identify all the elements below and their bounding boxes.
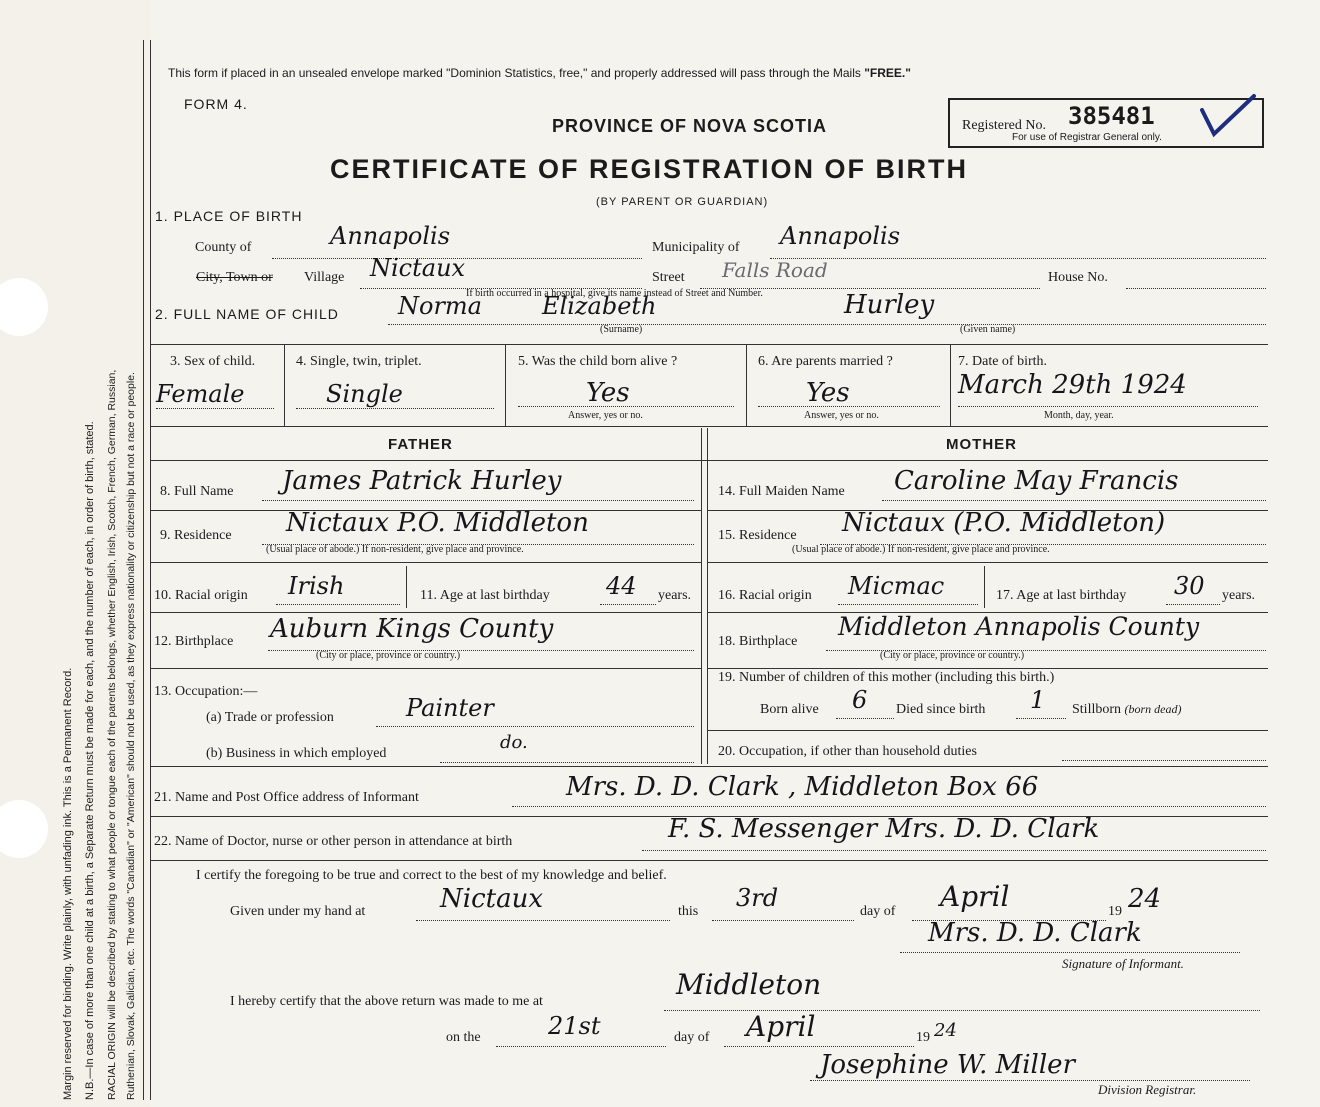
given-place-line: [416, 920, 670, 921]
mother-age-label: 17. Age at last birthday: [996, 588, 1127, 603]
multiplicity-value: Single: [326, 380, 403, 408]
on-the-label: on the: [446, 1030, 481, 1045]
page-title: CERTIFICATE OF REGISTRATION OF BIRTH: [330, 154, 968, 184]
registered-label: Registered No.: [962, 118, 1046, 133]
father-residence-value: Nictaux P.O. Middleton: [286, 508, 589, 538]
informant-label: 21. Name and Post Office address of Informant: [154, 790, 419, 805]
informant-signature-line: [900, 952, 1240, 953]
mother-residence-label: 15. Residence: [718, 528, 797, 543]
check-mark-icon: [1198, 92, 1258, 142]
informant-value: Mrs. D. D. Clark , Middleton Box 66: [566, 772, 1039, 802]
house-no-line: [1126, 288, 1266, 289]
child-first-name: Norma: [398, 292, 482, 320]
informant-signature: Mrs. D. D. Clark: [928, 918, 1142, 948]
dob-label: 7. Date of birth.: [958, 354, 1048, 369]
village-label: Village: [304, 270, 345, 285]
father-race-label: 10. Racial origin: [154, 588, 248, 603]
dob-value: March 29th 1924: [958, 370, 1187, 400]
born-alive-line: [518, 406, 734, 407]
form-left-border-inner: [150, 40, 151, 1100]
mother-occupation-line: [1062, 760, 1266, 761]
year-printed: 19: [1108, 904, 1122, 919]
sex-value: Female: [156, 380, 245, 408]
registrar-year-printed: 19: [916, 1030, 930, 1045]
parents-bottom-border: [150, 766, 1268, 767]
died-count-line: [1016, 718, 1066, 719]
margin-text-4: Ruthenian, Slovak, Galician, etc. The words "Canadian" or "American" should not be used, as they express nationality or citizenship but not a race or people.: [125, 372, 137, 1100]
dob-note: Month, day, year.: [1044, 410, 1114, 421]
county-value: Annapolis: [330, 222, 451, 250]
parents-divider: [701, 428, 702, 764]
child-name-line: [388, 324, 1266, 325]
child-surname: Hurley: [844, 290, 935, 320]
father-race-line: [276, 604, 400, 605]
father-residence-label: 9. Residence: [160, 528, 232, 543]
row-divider: [150, 562, 701, 563]
page-subtitle: (BY PARENT OR GUARDIAN): [596, 196, 769, 208]
business-value: do.: [500, 732, 528, 753]
born-alive-label: 5. Was the child born alive ?: [518, 354, 678, 369]
village-value: Nictaux: [370, 254, 466, 282]
row-divider: [150, 668, 701, 669]
registrar-year-value: 24: [934, 1020, 957, 1041]
mother-residence-note: (Usual place of abode.) If non-resident, give place and province.: [792, 544, 1050, 555]
municipality-value: Annapolis: [780, 222, 901, 250]
mother-age-years: years.: [1222, 588, 1256, 603]
father-birthplace-note: (City or place, province or country.): [316, 650, 461, 661]
father-residence-note: (Usual place of abode.) If non-resident, give place and province.: [266, 544, 524, 555]
margin-text-3: RACIAL ORIGIN will be described by stating to what people or tongue each of the parents belongs, whether English, Irish, Scotch, French, German, Russian,: [106, 369, 118, 1100]
municipality-line: [770, 258, 1266, 259]
row-bottom-border: [150, 426, 1268, 427]
mother-birthplace-label: 18. Birthplace: [718, 634, 798, 649]
born-alive-value: Yes: [586, 378, 630, 408]
registered-box: [948, 98, 1264, 148]
margin-text-2: N.B.—In case of more than one child at a birth, a Separate Return must be made for each, and the number of each, in order of birth, stated.: [84, 421, 96, 1100]
father-name-line: [262, 500, 694, 501]
mother-birthplace-note: (City or place, province or country.): [880, 650, 1025, 661]
box-divider: [284, 344, 285, 426]
father-race-value: Irish: [288, 572, 345, 600]
father-heading: FATHER: [388, 436, 453, 453]
mother-race-line: [838, 604, 978, 605]
multiplicity-label: 4. Single, twin, triplet.: [296, 354, 422, 369]
father-name-label: 8. Full Name: [160, 484, 234, 499]
registrar-signature-line: [810, 1080, 1250, 1081]
mother-age-line: [1166, 604, 1220, 605]
given-month-value: April: [940, 880, 1010, 913]
mail-note: This form if placed in an unsealed envelope marked "Dominion Statistics, free," and properly addressed will pass through the Mails "FREE.": [168, 66, 911, 80]
registrar-place-value: Middleton: [676, 968, 822, 1001]
father-age-label: 11. Age at last birthday: [420, 588, 550, 603]
given-place-value: Nictaux: [440, 884, 543, 914]
box-divider: [406, 566, 407, 608]
form-left-border: [143, 40, 144, 1100]
born-alive-count-value: 6: [852, 686, 868, 714]
trade-label: (a) Trade or profession: [206, 710, 334, 725]
business-line: [440, 762, 694, 763]
registrar-day-value: 21st: [548, 1012, 601, 1040]
county-label: County of: [195, 240, 252, 255]
this-label: this: [678, 904, 699, 919]
child-name-label: 2. FULL NAME OF CHILD: [155, 306, 339, 322]
father-name-value: James Patrick Hurley: [282, 466, 562, 496]
street-label: Street: [652, 270, 685, 285]
registrar-signature: Josephine W. Miller: [820, 1050, 1075, 1080]
given-day-line: [712, 920, 854, 921]
box-divider: [746, 344, 747, 426]
margin-text-1: Margin reserved for binding. Write plainly, with unfading ink. This is a Permanent Record.: [62, 667, 74, 1100]
row-divider: [150, 860, 1268, 861]
sex-line: [156, 408, 274, 409]
hospital-note: If birth occurred in a hospital, give its name instead of Street and Number.: [466, 288, 763, 299]
father-birthplace-value: Auburn Kings County: [270, 614, 554, 644]
trade-line: [376, 726, 694, 727]
child-middle-name: Elizabeth: [542, 292, 657, 320]
stillborn-label: Stillborn (born dead): [1072, 702, 1182, 717]
municipality-label: Municipality of: [652, 240, 740, 255]
given-year-value: 24: [1128, 884, 1162, 914]
attendant-value: F. S. Messenger Mrs. D. D. Clark: [668, 814, 1100, 844]
parents-married-line: [758, 406, 940, 407]
row-divider: [707, 562, 1268, 563]
children-count-label: 19. Number of children of this mother (including this birth.): [718, 670, 1055, 685]
given-name-note: (Given name): [960, 324, 1016, 335]
dob-line: [958, 406, 1258, 407]
box-divider: [950, 344, 951, 426]
business-label: (b) Business in which employed: [206, 746, 387, 761]
parents-top-border: [150, 460, 1268, 461]
informant-signature-label: Signature of Informant.: [1062, 956, 1184, 971]
informant-line: [512, 806, 1266, 807]
parents-divider-inner: [707, 428, 708, 764]
mother-race-label: 16. Racial origin: [718, 588, 812, 603]
registrar-day-of-label: day of: [674, 1030, 710, 1045]
certify-statement: I certify the foregoing to be true and correct to the best of my knowledge and belief.: [196, 868, 667, 883]
father-age-years: years.: [658, 588, 692, 603]
registrar-note: For use of Registrar General only.: [1012, 132, 1162, 143]
registrar-signature-label: Division Registrar.: [1098, 1082, 1197, 1097]
box-divider: [984, 566, 985, 608]
attendant-line: [642, 850, 1266, 851]
died-count-value: 1: [1030, 686, 1046, 714]
given-day-value: 3rd: [736, 884, 779, 912]
mother-occupation-label: 20. Occupation, if other than household duties: [718, 744, 977, 759]
row-top-border: [150, 344, 1268, 345]
registered-number: 385481: [1068, 102, 1155, 130]
mother-heading: MOTHER: [946, 436, 1017, 453]
row-divider: [150, 612, 701, 613]
attendant-label: 22. Name of Doctor, nurse or other person in attendance at birth: [154, 834, 513, 849]
mother-residence-value: Nictaux (P.O. Middleton): [842, 508, 1166, 538]
mother-name-line: [882, 500, 1266, 501]
mother-age-value: 30: [1174, 572, 1205, 600]
city-town-label: City, Town or: [196, 270, 273, 285]
house-no-label: House No.: [1048, 270, 1108, 285]
registrar-month-value: April: [746, 1010, 816, 1043]
street-value: Falls Road: [722, 258, 828, 282]
sex-label: 3. Sex of child.: [170, 354, 256, 369]
father-age-line: [600, 604, 656, 605]
occupation-heading: 13. Occupation:—: [154, 684, 258, 699]
row-divider: [707, 668, 1268, 669]
day-of-label: day of: [860, 904, 896, 919]
mother-name-value: Caroline May Francis: [894, 466, 1179, 496]
father-birthplace-label: 12. Birthplace: [154, 634, 234, 649]
place-of-birth-heading: 1. PLACE OF BIRTH: [155, 208, 303, 224]
registrar-month-line: [724, 1046, 914, 1047]
parents-married-value: Yes: [806, 378, 850, 408]
born-alive-note: Answer, yes or no.: [568, 410, 643, 421]
row-divider: [707, 730, 1268, 731]
mother-name-label: 14. Full Maiden Name: [718, 484, 845, 499]
mother-race-value: Micmac: [848, 572, 945, 600]
parents-married-note: Answer, yes or no.: [804, 410, 879, 421]
province-title: PROVINCE OF NOVA SCOTIA: [552, 116, 828, 136]
form-number: FORM 4.: [184, 96, 248, 112]
parents-married-label: 6. Are parents married ?: [758, 354, 893, 369]
born-alive-count-label: Born alive: [760, 702, 819, 717]
registrar-statement: I hereby certify that the above return was made to me at: [230, 994, 543, 1009]
father-age-value: 44: [606, 572, 637, 600]
mother-birthplace-value: Middleton Annapolis County: [838, 612, 1200, 641]
box-divider: [505, 344, 506, 426]
multiplicity-line: [296, 408, 494, 409]
given-under-label: Given under my hand at: [230, 904, 366, 919]
born-alive-count-line: [836, 718, 894, 719]
trade-value: Painter: [406, 694, 494, 722]
died-count-label: Died since birth: [896, 702, 986, 717]
registrar-day-line: [496, 1046, 666, 1047]
surname-note: (Surname): [600, 324, 643, 335]
